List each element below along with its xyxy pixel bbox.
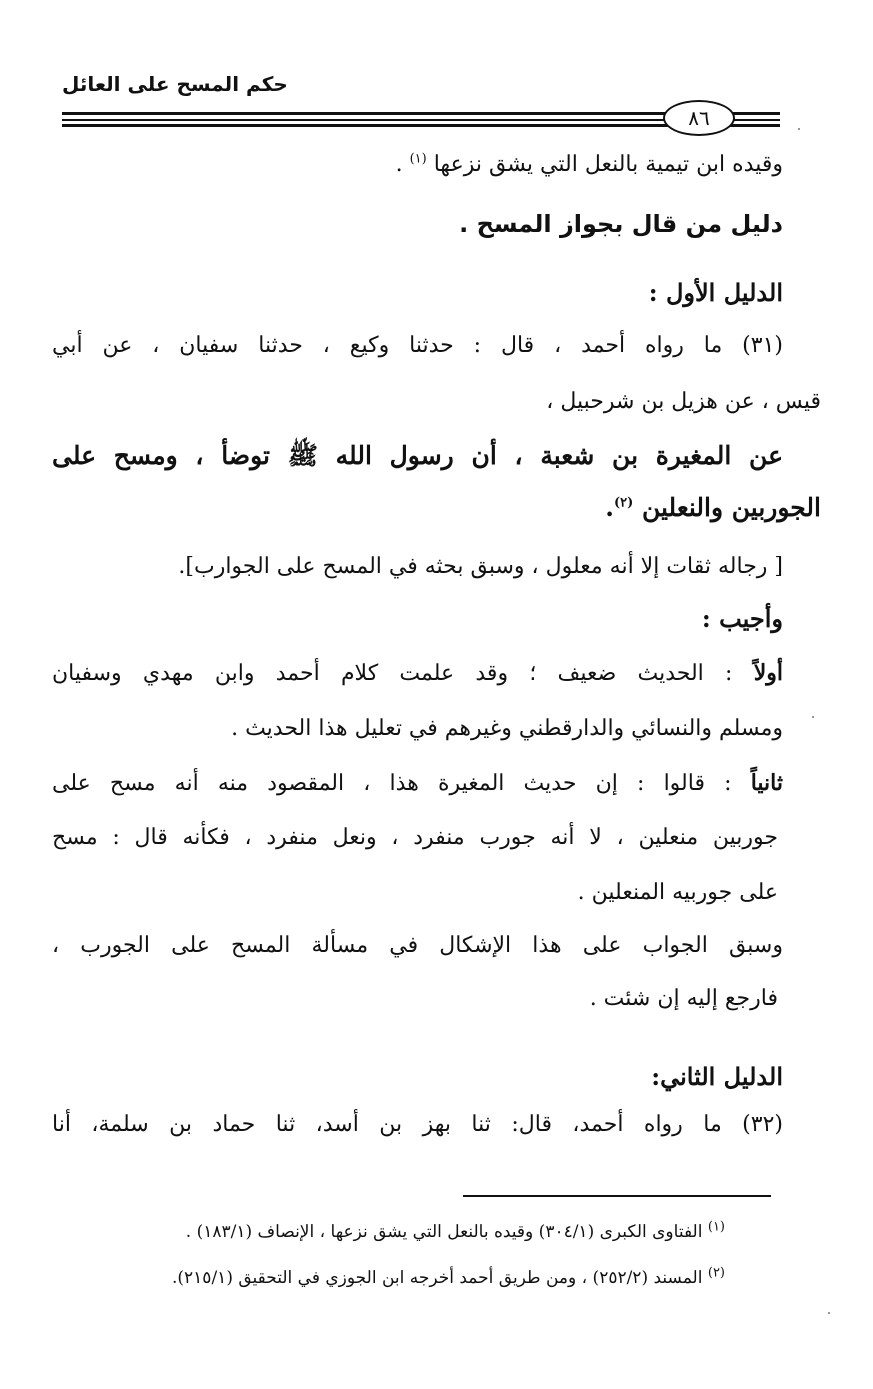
text-line: قيس ، عن هزيل بن شرحبيل ، [546,389,821,414]
footnote-marker: (١) [707,1219,725,1235]
text-line [52,660,783,686]
footnote-text: المسند (٢٥٢/٢) ، ومن طريق أحمد أخرجه ابن الجوزي في التحقيق (٢١٥/١). [172,1268,703,1288]
text-line: (٣٢) ما رواه أحمد، قال: ثنا بهز بن أسد، ثنا حماد بن سلمة، أنا [52,1112,783,1137]
text-line: على جوربيه المنعلين . [577,880,778,905]
page-number [663,100,735,136]
text-line: ومسلم والنسائي والدارقطني وغيرهم في تعليل هذا الحديث . [231,716,783,741]
text-line [52,770,783,796]
line-text: : قالوا : إن حديث المغيرة هذا ، المقصود منه أنه مسح على [52,771,751,796]
text-line: وسبق الجواب على هذا الإشكال في مسألة المسح على الجورب ، [52,933,783,958]
section-heading: دليل من قال بجواز المسح . [459,210,783,238]
footnote [172,1265,725,1288]
point-label: ثانياً [750,770,783,796]
line-text: : الحديث ضعيف ؛ وقد علمت كلام أحمد وابن مهدي وسفيان [52,661,754,686]
text-line: جوربين منعلين ، لا أنه جورب منفرد ، ونعل منفرد ، فكأنه قال : مسح [52,825,778,850]
footnote-marker: (٢) [707,1265,725,1281]
footnote-ref: (٢) [613,495,634,511]
line-text: . [605,493,614,522]
page-number-text: ٨٦ [688,106,710,130]
scan-speck [828,1312,830,1314]
scan-speck [812,716,814,718]
subsection-heading: الدليل الثاني: [651,1062,783,1091]
subsection-heading: الدليل الأول : [648,278,783,307]
subsection-heading: وأجيب : [701,604,783,633]
hadith-text [605,493,821,522]
line-text: الجوربين والنعلين [641,493,821,522]
footnote-ref: (١) [409,151,427,167]
scan-speck [798,128,800,130]
text-line [396,152,783,177]
line-text: وقيده ابن تيمية بالنعل التي يشق نزعها [433,152,783,177]
footnote-text: الفتاوى الكبرى (٣٠٤/١) وقيده بالنعل التي يشق نزعها ، الإنصاف (١٨٣/١) . [185,1222,703,1242]
footnote [185,1219,725,1242]
footnote-separator [463,1195,771,1197]
hadith-text: عن المغيرة بن شعبة ، أن رسول الله ﷺ توضأ ، ومسح على [52,441,783,470]
text-line: (٣١) ما رواه أحمد ، قال : حدثنا وكيع ، حدثنا سفيان ، عن أبي [52,333,783,358]
text-line: [ رجاله ثقات إلا أنه معلول ، وسبق بحثه في المسح على الجوارب]. [178,554,783,579]
running-title: حكم المسح على العائل [62,72,288,96]
point-label: أولاً [753,660,783,686]
text-line: فارجع إليه إن شئت . [589,986,778,1011]
line-text: . [395,152,403,177]
